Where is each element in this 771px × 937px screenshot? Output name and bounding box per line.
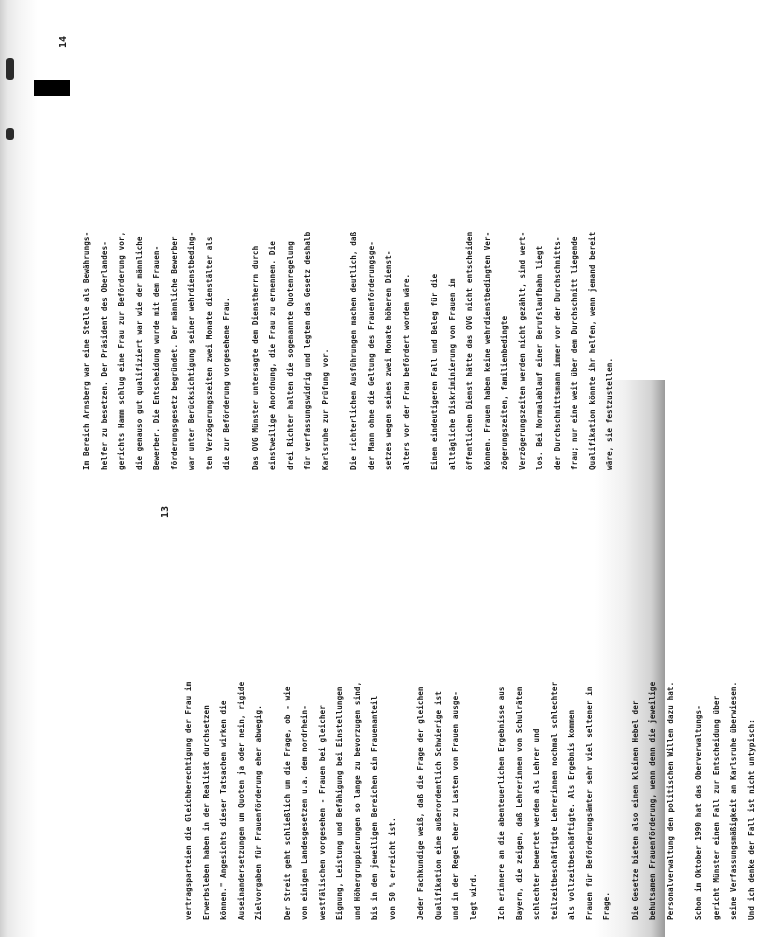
paragraph [78, 30, 236, 470]
text-line: frau; nur eine weit über dem Durchschnitt liegende [570, 236, 579, 470]
text-line: drei Richter halten die sogenannte Quotenregelung [285, 241, 295, 470]
punch-hole [6, 58, 14, 80]
text-line: die zur Beförderung vorgesehene Frau. [222, 297, 231, 470]
text-line: Ich erinnere an die abenteuerlichen Ergebnisse aus [497, 686, 506, 920]
text-line: bis in den jeweiligen Bereichen ein Frauenanteil [370, 695, 379, 920]
page-number: 14 [58, 36, 69, 49]
text-line: los. Bei Normalablauf einer Berufslaufbahn liegt [535, 245, 544, 470]
text-line: Im Bereich Arnsberg war eine Stelle als Bewährungs- [82, 231, 91, 470]
text-line: Erwerbsleben haben in der Realität durchsetzen [201, 705, 211, 920]
text-line: Die richterlichen Ausführungen machen deutlich, daß [349, 231, 358, 470]
paragraph [690, 500, 760, 920]
text-line: von 50 % erreicht ist. [387, 817, 397, 920]
text-line: für verfassungswidrig und legten das Gesetz deshalb [303, 231, 312, 470]
paragraph [180, 500, 268, 920]
text-line: Karlsruhe zur Prüfung vor. [320, 348, 330, 470]
text-line: als vollzeitbeschäftigte. Als Ergebnis kommen [567, 709, 576, 920]
text-line: Jeder Fachkundige weiß, daß die Frage der gleichen [416, 686, 425, 920]
text-line: einstweilige Anordnung, die Frau zu ernennen. Die [268, 241, 277, 470]
text-line: helfer zu besetzen. Der Präsident des Oberlandes- [99, 241, 109, 470]
text-line: Verzögerungszeiten werden nicht gezählt, sind wert- [517, 231, 527, 470]
text-line: wäre, sie festzustellen. [605, 357, 614, 470]
text-line: zögerungszeiten, familienbedingte [500, 315, 509, 470]
text-line: können." Angesichts dieser Tatsachen wirken die [219, 700, 228, 920]
text-line: Einen eindeutigeren Fall und Beleg für die [430, 273, 439, 470]
text-line: war unter Berücksichtigung seiner wehrdienstbeding- [187, 231, 196, 470]
paragraph [493, 500, 616, 920]
text-line: setzes wegen seines zwei Monate höheren Dienst- [384, 250, 393, 470]
page-body [180, 500, 760, 920]
text-line: gerichts Hamm schlug eine Frau zur Beförderung vor, [117, 231, 126, 470]
paragraph [426, 30, 619, 470]
text-line: förderungsgesetz begründet. Der männliche Bewerber [169, 236, 179, 470]
text-line: Auseinandersetzungen um Quoten ja oder nein, rigide [236, 681, 246, 920]
text-line: behutsamen Frauenförderung, wenn denn die jeweilige [648, 681, 657, 920]
text-line: Zielvorgaben für Frauenförderung eher abwegig. [254, 705, 263, 920]
paragraph [279, 500, 402, 920]
text-line: Frauen für Beförderungsämter sehr viel seltener in [584, 686, 594, 920]
scan-left-edge [0, 0, 38, 937]
text-line: der Durchschnittsmann immer vor der Durchschnitts- [552, 236, 562, 470]
text-line: Das OVG Münster untersagte dem Dienstherrn durch [250, 245, 260, 470]
text-line: Bewerber. Die Entscheidung wurde mit dem Frauen- [152, 245, 161, 470]
page-body [78, 30, 619, 470]
text-line: von einigen Landesgesetzen u.a. dem nordrhein- [300, 705, 309, 920]
text-line: westfälischen vorgesehen - Frauen bei gleicher [317, 705, 327, 920]
text-line: Die Gesetze bieten also einen kleinen Hebel der [630, 700, 640, 920]
text-line: Qualifikation könnte ihr helfen, wenn jemand bereit [587, 231, 597, 470]
text-line: öffentlichen Dienst hätte das OVG nicht entscheiden [465, 231, 474, 470]
text-line: Eignung, Leistung und Befähigung bei Einstellungen [335, 686, 344, 920]
text-line: legt wird. [468, 873, 478, 920]
text-line: teilzeitbeschäftigte Lehrerinnen nochmal schlechter [549, 681, 559, 920]
page-14 [58, 30, 630, 470]
text-line: gericht Münster einen Fall zur Entscheidung über [711, 695, 721, 920]
paragraph [247, 30, 335, 470]
text-line: Und ich denke der Fall ist nicht untypisch: [746, 719, 756, 920]
text-line: ten Verzögerungszeiten zwei Monate dienstälter als [204, 236, 214, 470]
text-line: alters vor der Frau befördert worden wäre. [401, 273, 411, 470]
text-line: der Mann ohne die Geltung des Frauenförderungsge- [366, 241, 376, 470]
paragraph [345, 30, 415, 470]
page-number: 13 [160, 506, 171, 519]
text-line: Der Streit geht schließlich um die Frage, ob - wie [282, 686, 292, 920]
text-line: seine Verfassungsmäßigkeit an Karlsruhe überwiesen. [729, 681, 738, 920]
text-line: schlechter bewertet werden als Lehrer und [532, 728, 541, 920]
text-line: Schon im Oktober 1990 hat das Oberverwaltungs- [694, 705, 703, 920]
text-line: die genauso gut qualifiziert war wie der männliche [134, 236, 144, 470]
text-line: Personalverwaltung den politischen Willen dazu hat. [665, 681, 675, 920]
text-line: können. Frauen haben keine wehrdienstbedingten Ver- [482, 231, 492, 470]
text-line: und Höhergruppierungen so lange zu bevorzugen sind, [352, 681, 362, 920]
text-line: und in der Regel eher zu Lasten von Frauen ausge- [451, 691, 460, 920]
text-line: Qualifikation eine außerordentlich Schwierige ist [433, 691, 443, 920]
text-line: vertragsparteien die Gleichberechtigung der Frau im [184, 681, 193, 920]
punch-hole [6, 128, 14, 140]
text-line: alltägliche Diskriminierung von Frauen im [447, 278, 457, 470]
page-13 [160, 500, 771, 920]
paragraph [412, 500, 482, 920]
paragraph [627, 500, 680, 920]
text-line: Bayern, die zeigen, daß Lehrerinnen von Schulräten [514, 686, 524, 920]
text-line: Frage. [602, 891, 611, 920]
